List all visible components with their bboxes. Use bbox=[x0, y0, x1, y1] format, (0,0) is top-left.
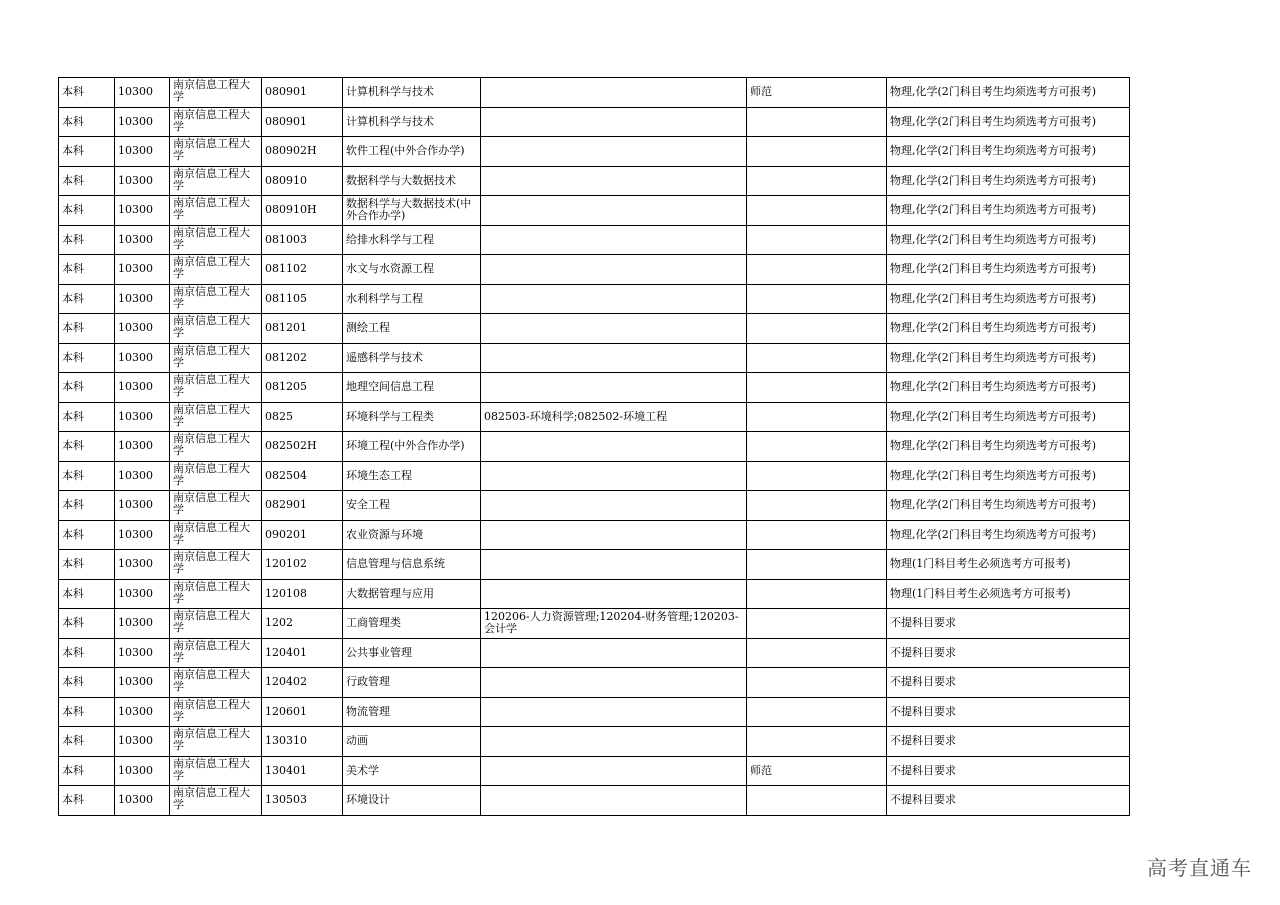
subject-requirements-table bbox=[58, 77, 1130, 816]
cell-school-code: 10300 bbox=[115, 697, 170, 727]
cell-university: 南京信息工程大学 bbox=[170, 343, 262, 373]
cell-level: 本科 bbox=[59, 78, 115, 108]
cell-university: 南京信息工程大学 bbox=[170, 225, 262, 255]
cell-major-name: 遥感科学与技术 bbox=[343, 343, 481, 373]
cell-school-code: 10300 bbox=[115, 520, 170, 550]
cell-subject-requirement: 物理,化学(2门科目考生均须选考方可报考) bbox=[887, 225, 1130, 255]
cell-major-code: 081201 bbox=[262, 314, 343, 344]
cell-subject-requirement: 不提科目要求 bbox=[887, 697, 1130, 727]
cell-major-code: 081003 bbox=[262, 225, 343, 255]
cell-major-code: 081205 bbox=[262, 373, 343, 403]
cell-major-name: 给排水科学与工程 bbox=[343, 225, 481, 255]
cell-university: 南京信息工程大学 bbox=[170, 314, 262, 344]
cell-school-code: 10300 bbox=[115, 727, 170, 757]
cell-level: 本科 bbox=[59, 284, 115, 314]
cell-school-code: 10300 bbox=[115, 78, 170, 108]
cell-subject-requirement: 物理,化学(2门科目考生均须选考方可报考) bbox=[887, 461, 1130, 491]
cell-school-code: 10300 bbox=[115, 255, 170, 285]
cell-major-name: 地理空间信息工程 bbox=[343, 373, 481, 403]
cell-major-name: 农业资源与环境 bbox=[343, 520, 481, 550]
cell-university: 南京信息工程大学 bbox=[170, 727, 262, 757]
cell-subject-requirement: 物理,化学(2门科目考生均须选考方可报考) bbox=[887, 343, 1130, 373]
cell-school-code: 10300 bbox=[115, 225, 170, 255]
cell-university: 南京信息工程大学 bbox=[170, 432, 262, 462]
cell-note bbox=[747, 491, 887, 521]
cell-school-code: 10300 bbox=[115, 579, 170, 609]
cell-subject-requirement: 不提科目要求 bbox=[887, 786, 1130, 816]
cell-included-majors bbox=[481, 137, 747, 167]
cell-major-code: 082504 bbox=[262, 461, 343, 491]
cell-school-code: 10300 bbox=[115, 638, 170, 668]
cell-subject-requirement: 物理,化学(2门科目考生均须选考方可报考) bbox=[887, 432, 1130, 462]
cell-major-code: 120401 bbox=[262, 638, 343, 668]
cell-note bbox=[747, 786, 887, 816]
cell-subject-requirement: 物理,化学(2门科目考生均须选考方可报考) bbox=[887, 284, 1130, 314]
cell-major-code: 0825 bbox=[262, 402, 343, 432]
cell-level: 本科 bbox=[59, 107, 115, 137]
cell-included-majors bbox=[481, 255, 747, 285]
cell-level: 本科 bbox=[59, 786, 115, 816]
cell-note bbox=[747, 520, 887, 550]
cell-level: 本科 bbox=[59, 609, 115, 639]
cell-subject-requirement: 物理,化学(2门科目考生均须选考方可报考) bbox=[887, 196, 1130, 226]
cell-included-majors: 082503-环境科学;082502-环境工程 bbox=[481, 402, 747, 432]
cell-note bbox=[747, 107, 887, 137]
cell-university: 南京信息工程大学 bbox=[170, 491, 262, 521]
cell-level: 本科 bbox=[59, 166, 115, 196]
cell-school-code: 10300 bbox=[115, 609, 170, 639]
cell-university: 南京信息工程大学 bbox=[170, 756, 262, 786]
cell-note bbox=[747, 461, 887, 491]
cell-included-majors bbox=[481, 727, 747, 757]
cell-subject-requirement: 物理,化学(2门科目考生均须选考方可报考) bbox=[887, 491, 1130, 521]
cell-level: 本科 bbox=[59, 727, 115, 757]
cell-subject-requirement: 物理,化学(2门科目考生均须选考方可报考) bbox=[887, 402, 1130, 432]
table-row bbox=[59, 520, 1130, 550]
cell-subject-requirement: 不提科目要求 bbox=[887, 668, 1130, 698]
cell-note bbox=[747, 373, 887, 403]
cell-university: 南京信息工程大学 bbox=[170, 402, 262, 432]
cell-included-majors bbox=[481, 550, 747, 580]
cell-major-code: 130401 bbox=[262, 756, 343, 786]
cell-major-name: 环境生态工程 bbox=[343, 461, 481, 491]
cell-note bbox=[747, 314, 887, 344]
cell-level: 本科 bbox=[59, 373, 115, 403]
cell-major-code: 090201 bbox=[262, 520, 343, 550]
table-row bbox=[59, 756, 1130, 786]
cell-level: 本科 bbox=[59, 579, 115, 609]
cell-major-name: 安全工程 bbox=[343, 491, 481, 521]
cell-note bbox=[747, 579, 887, 609]
cell-included-majors bbox=[481, 225, 747, 255]
cell-subject-requirement: 不提科目要求 bbox=[887, 609, 1130, 639]
cell-school-code: 10300 bbox=[115, 343, 170, 373]
cell-university: 南京信息工程大学 bbox=[170, 255, 262, 285]
cell-university: 南京信息工程大学 bbox=[170, 668, 262, 698]
cell-note bbox=[747, 402, 887, 432]
cell-note: 师范 bbox=[747, 78, 887, 108]
cell-major-code: 081105 bbox=[262, 284, 343, 314]
table-row bbox=[59, 196, 1130, 226]
cell-major-name: 水文与水资源工程 bbox=[343, 255, 481, 285]
table-row bbox=[59, 461, 1130, 491]
cell-major-name: 测绘工程 bbox=[343, 314, 481, 344]
cell-subject-requirement: 不提科目要求 bbox=[887, 638, 1130, 668]
cell-university: 南京信息工程大学 bbox=[170, 520, 262, 550]
cell-major-name: 数据科学与大数据技术 bbox=[343, 166, 481, 196]
cell-major-code: 080910H bbox=[262, 196, 343, 226]
cell-note: 师范 bbox=[747, 756, 887, 786]
cell-included-majors bbox=[481, 314, 747, 344]
table-row bbox=[59, 491, 1130, 521]
cell-level: 本科 bbox=[59, 432, 115, 462]
cell-university: 南京信息工程大学 bbox=[170, 107, 262, 137]
cell-major-name: 信息管理与信息系统 bbox=[343, 550, 481, 580]
cell-school-code: 10300 bbox=[115, 314, 170, 344]
cell-major-name: 环境工程(中外合作办学) bbox=[343, 432, 481, 462]
cell-included-majors bbox=[481, 579, 747, 609]
table-row bbox=[59, 343, 1130, 373]
cell-major-code: 082502H bbox=[262, 432, 343, 462]
cell-note bbox=[747, 638, 887, 668]
cell-university: 南京信息工程大学 bbox=[170, 550, 262, 580]
cell-major-name: 物流管理 bbox=[343, 697, 481, 727]
cell-university: 南京信息工程大学 bbox=[170, 284, 262, 314]
cell-included-majors bbox=[481, 756, 747, 786]
cell-included-majors: 120206-人力资源管理;120204-财务管理;120203-会计学 bbox=[481, 609, 747, 639]
cell-level: 本科 bbox=[59, 668, 115, 698]
cell-major-code: 120601 bbox=[262, 697, 343, 727]
cell-school-code: 10300 bbox=[115, 432, 170, 462]
cell-level: 本科 bbox=[59, 756, 115, 786]
cell-major-name: 水利科学与工程 bbox=[343, 284, 481, 314]
cell-university: 南京信息工程大学 bbox=[170, 78, 262, 108]
cell-school-code: 10300 bbox=[115, 196, 170, 226]
table-row bbox=[59, 284, 1130, 314]
cell-university: 南京信息工程大学 bbox=[170, 461, 262, 491]
cell-school-code: 10300 bbox=[115, 137, 170, 167]
cell-subject-requirement: 不提科目要求 bbox=[887, 756, 1130, 786]
cell-level: 本科 bbox=[59, 491, 115, 521]
table-body bbox=[59, 78, 1130, 816]
cell-subject-requirement: 物理,化学(2门科目考生均须选考方可报考) bbox=[887, 314, 1130, 344]
cell-major-name: 工商管理类 bbox=[343, 609, 481, 639]
cell-level: 本科 bbox=[59, 137, 115, 167]
cell-major-code: 130503 bbox=[262, 786, 343, 816]
cell-major-code: 120102 bbox=[262, 550, 343, 580]
cell-included-majors bbox=[481, 284, 747, 314]
table-row bbox=[59, 727, 1130, 757]
cell-included-majors bbox=[481, 432, 747, 462]
cell-level: 本科 bbox=[59, 520, 115, 550]
cell-major-name: 软件工程(中外合作办学) bbox=[343, 137, 481, 167]
cell-level: 本科 bbox=[59, 697, 115, 727]
cell-note bbox=[747, 255, 887, 285]
cell-included-majors bbox=[481, 520, 747, 550]
cell-major-code: 080910 bbox=[262, 166, 343, 196]
cell-major-code: 081102 bbox=[262, 255, 343, 285]
table-row bbox=[59, 107, 1130, 137]
cell-major-code: 130310 bbox=[262, 727, 343, 757]
cell-major-code: 080901 bbox=[262, 107, 343, 137]
cell-level: 本科 bbox=[59, 461, 115, 491]
cell-major-code: 081202 bbox=[262, 343, 343, 373]
cell-subject-requirement: 物理,化学(2门科目考生均须选考方可报考) bbox=[887, 373, 1130, 403]
cell-school-code: 10300 bbox=[115, 550, 170, 580]
cell-school-code: 10300 bbox=[115, 284, 170, 314]
cell-major-code: 080901 bbox=[262, 78, 343, 108]
table-row bbox=[59, 373, 1130, 403]
cell-major-code: 120108 bbox=[262, 579, 343, 609]
cell-included-majors bbox=[481, 697, 747, 727]
cell-major-name: 行政管理 bbox=[343, 668, 481, 698]
cell-included-majors bbox=[481, 343, 747, 373]
cell-major-name: 动画 bbox=[343, 727, 481, 757]
cell-university: 南京信息工程大学 bbox=[170, 137, 262, 167]
cell-subject-requirement: 物理,化学(2门科目考生均须选考方可报考) bbox=[887, 520, 1130, 550]
cell-note bbox=[747, 668, 887, 698]
cell-major-code: 080902H bbox=[262, 137, 343, 167]
table-row bbox=[59, 638, 1130, 668]
table-row bbox=[59, 255, 1130, 285]
cell-included-majors bbox=[481, 166, 747, 196]
cell-note bbox=[747, 609, 887, 639]
cell-level: 本科 bbox=[59, 196, 115, 226]
cell-major-name: 大数据管理与应用 bbox=[343, 579, 481, 609]
table-row bbox=[59, 137, 1130, 167]
cell-university: 南京信息工程大学 bbox=[170, 196, 262, 226]
cell-major-name: 美术学 bbox=[343, 756, 481, 786]
cell-major-code: 120402 bbox=[262, 668, 343, 698]
cell-included-majors bbox=[481, 491, 747, 521]
cell-major-code: 1202 bbox=[262, 609, 343, 639]
cell-university: 南京信息工程大学 bbox=[170, 373, 262, 403]
table-row bbox=[59, 579, 1130, 609]
cell-university: 南京信息工程大学 bbox=[170, 609, 262, 639]
cell-school-code: 10300 bbox=[115, 461, 170, 491]
cell-school-code: 10300 bbox=[115, 373, 170, 403]
cell-school-code: 10300 bbox=[115, 668, 170, 698]
cell-major-name: 环境科学与工程类 bbox=[343, 402, 481, 432]
cell-school-code: 10300 bbox=[115, 402, 170, 432]
cell-university: 南京信息工程大学 bbox=[170, 579, 262, 609]
table-row bbox=[59, 314, 1130, 344]
table-row bbox=[59, 786, 1130, 816]
cell-level: 本科 bbox=[59, 255, 115, 285]
cell-university: 南京信息工程大学 bbox=[170, 697, 262, 727]
cell-subject-requirement: 物理,化学(2门科目考生均须选考方可报考) bbox=[887, 107, 1130, 137]
table-row bbox=[59, 697, 1130, 727]
watermark: 高考直通车 bbox=[1147, 856, 1252, 880]
cell-major-name: 计算机科学与技术 bbox=[343, 78, 481, 108]
cell-included-majors bbox=[481, 786, 747, 816]
cell-included-majors bbox=[481, 668, 747, 698]
cell-subject-requirement: 物理(1门科目考生必须选考方可报考) bbox=[887, 579, 1130, 609]
cell-major-name: 数据科学与大数据技术(中外合作办学) bbox=[343, 196, 481, 226]
table-row bbox=[59, 550, 1130, 580]
cell-subject-requirement: 物理(1门科目考生必须选考方可报考) bbox=[887, 550, 1130, 580]
table-row bbox=[59, 78, 1130, 108]
cell-school-code: 10300 bbox=[115, 756, 170, 786]
cell-note bbox=[747, 343, 887, 373]
cell-included-majors bbox=[481, 373, 747, 403]
cell-major-name: 公共事业管理 bbox=[343, 638, 481, 668]
cell-included-majors bbox=[481, 638, 747, 668]
cell-note bbox=[747, 284, 887, 314]
cell-level: 本科 bbox=[59, 402, 115, 432]
cell-subject-requirement: 物理,化学(2门科目考生均须选考方可报考) bbox=[887, 137, 1130, 167]
table-row bbox=[59, 432, 1130, 462]
cell-included-majors bbox=[481, 461, 747, 491]
cell-level: 本科 bbox=[59, 550, 115, 580]
cell-subject-requirement: 物理,化学(2门科目考生均须选考方可报考) bbox=[887, 166, 1130, 196]
table-row bbox=[59, 225, 1130, 255]
cell-note bbox=[747, 196, 887, 226]
cell-note bbox=[747, 727, 887, 757]
cell-included-majors bbox=[481, 196, 747, 226]
cell-note bbox=[747, 166, 887, 196]
cell-note bbox=[747, 697, 887, 727]
cell-level: 本科 bbox=[59, 225, 115, 255]
table-row bbox=[59, 402, 1130, 432]
cell-subject-requirement: 物理,化学(2门科目考生均须选考方可报考) bbox=[887, 255, 1130, 285]
cell-major-name: 计算机科学与技术 bbox=[343, 107, 481, 137]
table-row bbox=[59, 668, 1130, 698]
cell-university: 南京信息工程大学 bbox=[170, 786, 262, 816]
cell-school-code: 10300 bbox=[115, 491, 170, 521]
cell-note bbox=[747, 137, 887, 167]
cell-level: 本科 bbox=[59, 314, 115, 344]
cell-note bbox=[747, 550, 887, 580]
cell-included-majors bbox=[481, 107, 747, 137]
cell-university: 南京信息工程大学 bbox=[170, 638, 262, 668]
cell-school-code: 10300 bbox=[115, 107, 170, 137]
cell-included-majors bbox=[481, 78, 747, 108]
cell-note bbox=[747, 225, 887, 255]
cell-note bbox=[747, 432, 887, 462]
cell-university: 南京信息工程大学 bbox=[170, 166, 262, 196]
cell-school-code: 10300 bbox=[115, 786, 170, 816]
cell-major-name: 环境设计 bbox=[343, 786, 481, 816]
cell-subject-requirement: 物理,化学(2门科目考生均须选考方可报考) bbox=[887, 78, 1130, 108]
table-row bbox=[59, 609, 1130, 639]
cell-level: 本科 bbox=[59, 343, 115, 373]
cell-school-code: 10300 bbox=[115, 166, 170, 196]
table-row bbox=[59, 166, 1130, 196]
cell-major-code: 082901 bbox=[262, 491, 343, 521]
cell-level: 本科 bbox=[59, 638, 115, 668]
cell-subject-requirement: 不提科目要求 bbox=[887, 727, 1130, 757]
